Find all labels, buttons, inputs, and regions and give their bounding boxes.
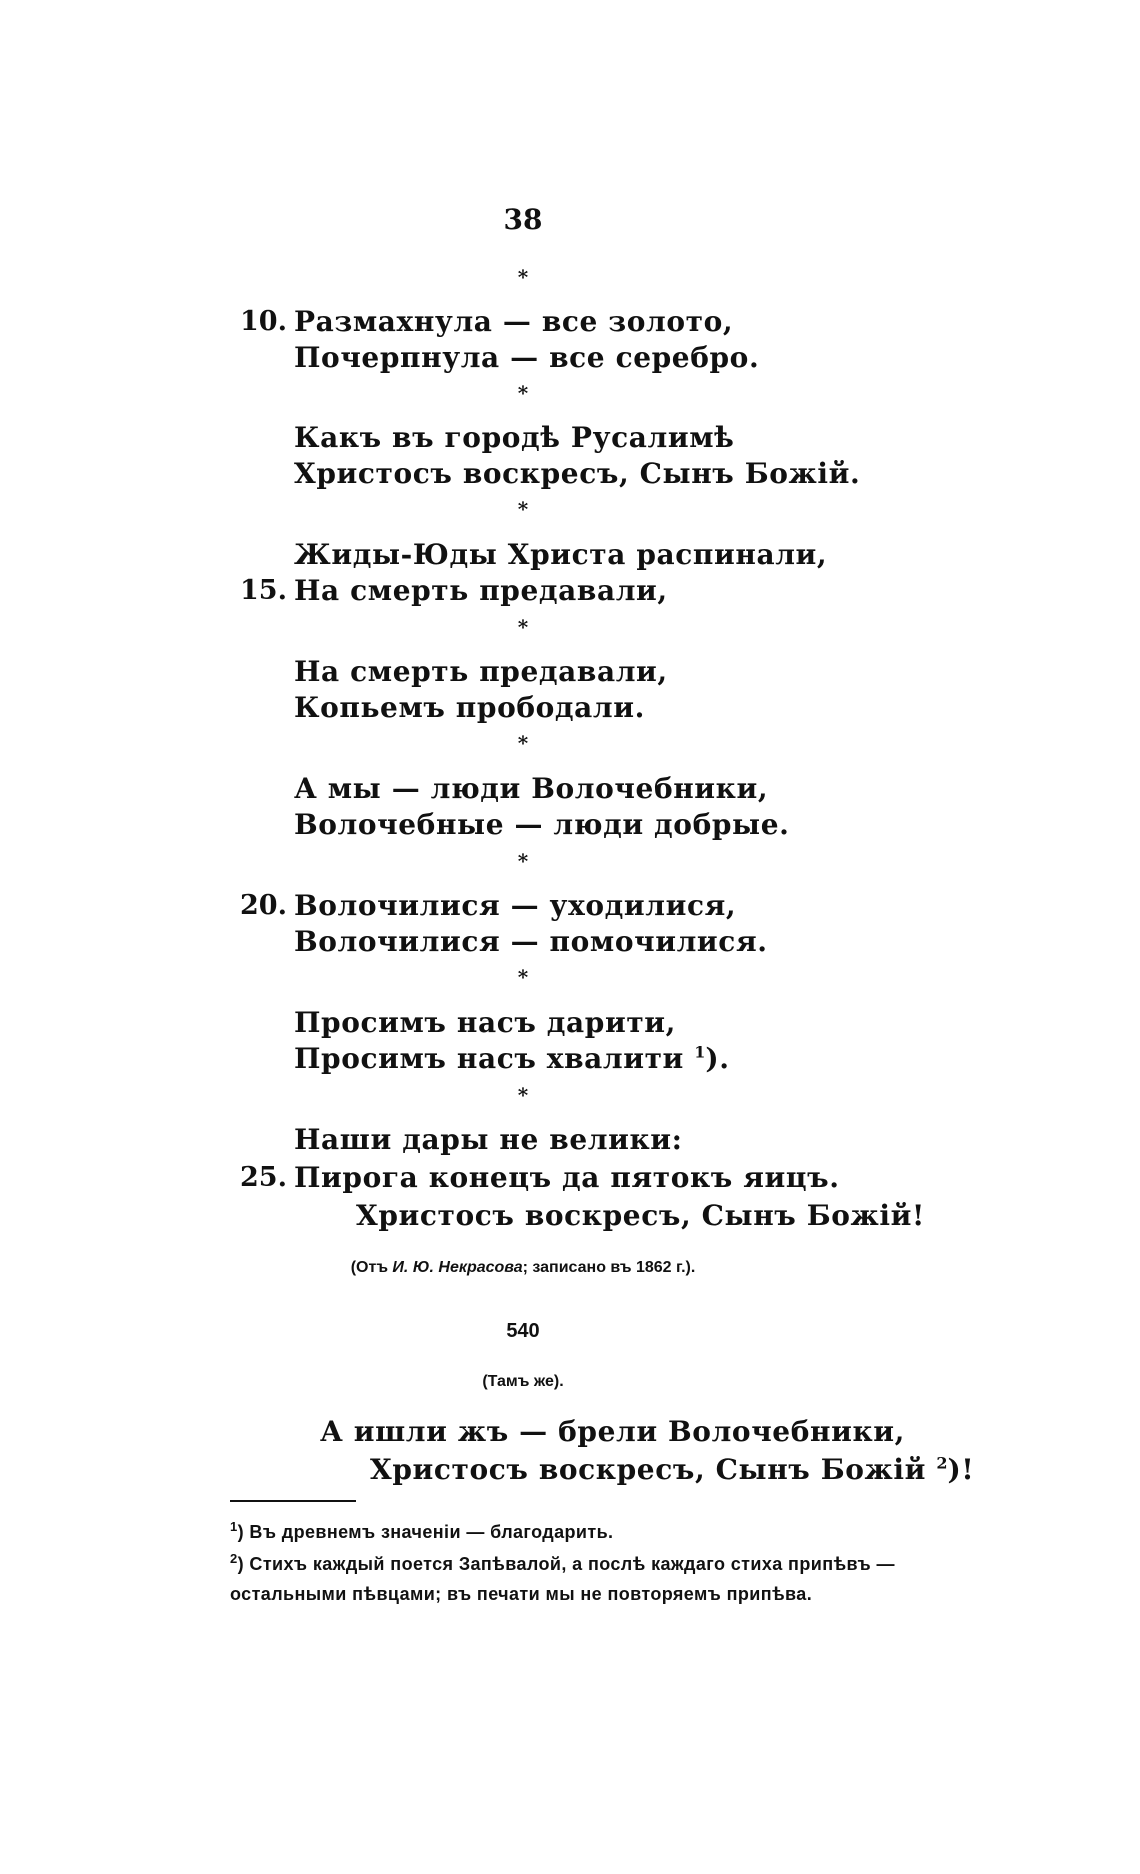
verse-number: 25. bbox=[240, 1162, 287, 1193]
stanza-separator: * bbox=[517, 731, 529, 755]
stanza-separator: * bbox=[517, 497, 529, 521]
verse-line: Просимъ насъ дарити, bbox=[294, 1006, 676, 1039]
verse-number: 15. bbox=[240, 575, 287, 606]
verse-line: Почерпнула — все серебро. bbox=[294, 341, 760, 374]
verse-line-text: Просимъ насъ хвалити bbox=[294, 1042, 684, 1075]
verse-line: На смерть предавали, bbox=[294, 655, 668, 688]
footnote-reference: 1 bbox=[694, 1042, 706, 1062]
verse-line: Пирога конецъ да пятокъ яицъ. bbox=[294, 1161, 840, 1194]
verse-line-tail: ). bbox=[705, 1042, 730, 1075]
source-attribution bbox=[0, 1256, 1046, 1280]
footnote-reference: 2 bbox=[936, 1453, 948, 1473]
song-number: 540 bbox=[506, 1320, 540, 1342]
footnote-1 bbox=[230, 1518, 613, 1546]
verse-line: Христосъ воскресъ, Сынъ Божій. bbox=[294, 457, 861, 490]
song-line: А ишли жъ — брели Волочебники, bbox=[320, 1415, 905, 1448]
footnote-2-continuation: остальными пѣвцами; въ печати мы не повторяемъ припѣва. bbox=[230, 1584, 813, 1604]
stanza-separator: * bbox=[517, 965, 529, 989]
verse-line: Какъ въ городѣ Русалимѣ bbox=[294, 421, 735, 454]
footnote-text: ) Стихъ каждый поется Запѣвалой, а послѣ каждаго стиха припѣвъ — bbox=[237, 1554, 895, 1574]
verse-line: Волочилися — помочилися. bbox=[294, 925, 768, 958]
verse-line: Наши дары не велики: bbox=[294, 1123, 683, 1156]
verse-line: Жиды-Юды Христа распинали, bbox=[294, 538, 828, 571]
stanza-separator: * bbox=[517, 381, 529, 405]
verse-line: Копьемъ прободали. bbox=[294, 691, 645, 724]
source-suffix: ; записано въ 1862 г.). bbox=[522, 1259, 696, 1276]
verse-line: Размахнула — все золото, bbox=[294, 305, 734, 338]
source-prefix: (Отъ bbox=[350, 1259, 393, 1276]
song-source: (Тамъ же). bbox=[482, 1373, 564, 1390]
verse-line: На смерть предавали, bbox=[294, 574, 668, 607]
stanza-separator: * bbox=[517, 1083, 529, 1107]
song-line-with-footnote bbox=[370, 1452, 974, 1488]
footnote-divider bbox=[230, 1500, 356, 1502]
song-line-tail: )! bbox=[947, 1453, 975, 1486]
stanza-separator: * bbox=[517, 849, 529, 873]
verse-line: А мы — люди Волочебники, bbox=[294, 772, 769, 805]
footnote-text: ) Въ древнемъ значеніи — благодарить. bbox=[237, 1522, 614, 1542]
stanza-separator: * bbox=[517, 265, 529, 289]
page-number: 38 bbox=[503, 203, 543, 236]
verse-line: Волочилися — уходилися, bbox=[294, 889, 737, 922]
footnote-mark: 1 bbox=[230, 1519, 238, 1534]
verse-number: 10. bbox=[240, 306, 287, 337]
verse-number: 20. bbox=[240, 890, 287, 921]
footnote-2 bbox=[230, 1550, 895, 1578]
verse-line-refrain: Христосъ воскресъ, Сынъ Божій! bbox=[356, 1199, 925, 1232]
source-author: И. Ю. Некрасова bbox=[392, 1259, 523, 1276]
verse-line: Волочебные — люди добрые. bbox=[294, 808, 790, 841]
footnote-mark: 2 bbox=[230, 1551, 238, 1566]
stanza-separator: * bbox=[517, 615, 529, 639]
verse-line-with-footnote bbox=[294, 1041, 730, 1077]
song-line-text: Христосъ воскресъ, Сынъ Божій bbox=[370, 1453, 926, 1486]
